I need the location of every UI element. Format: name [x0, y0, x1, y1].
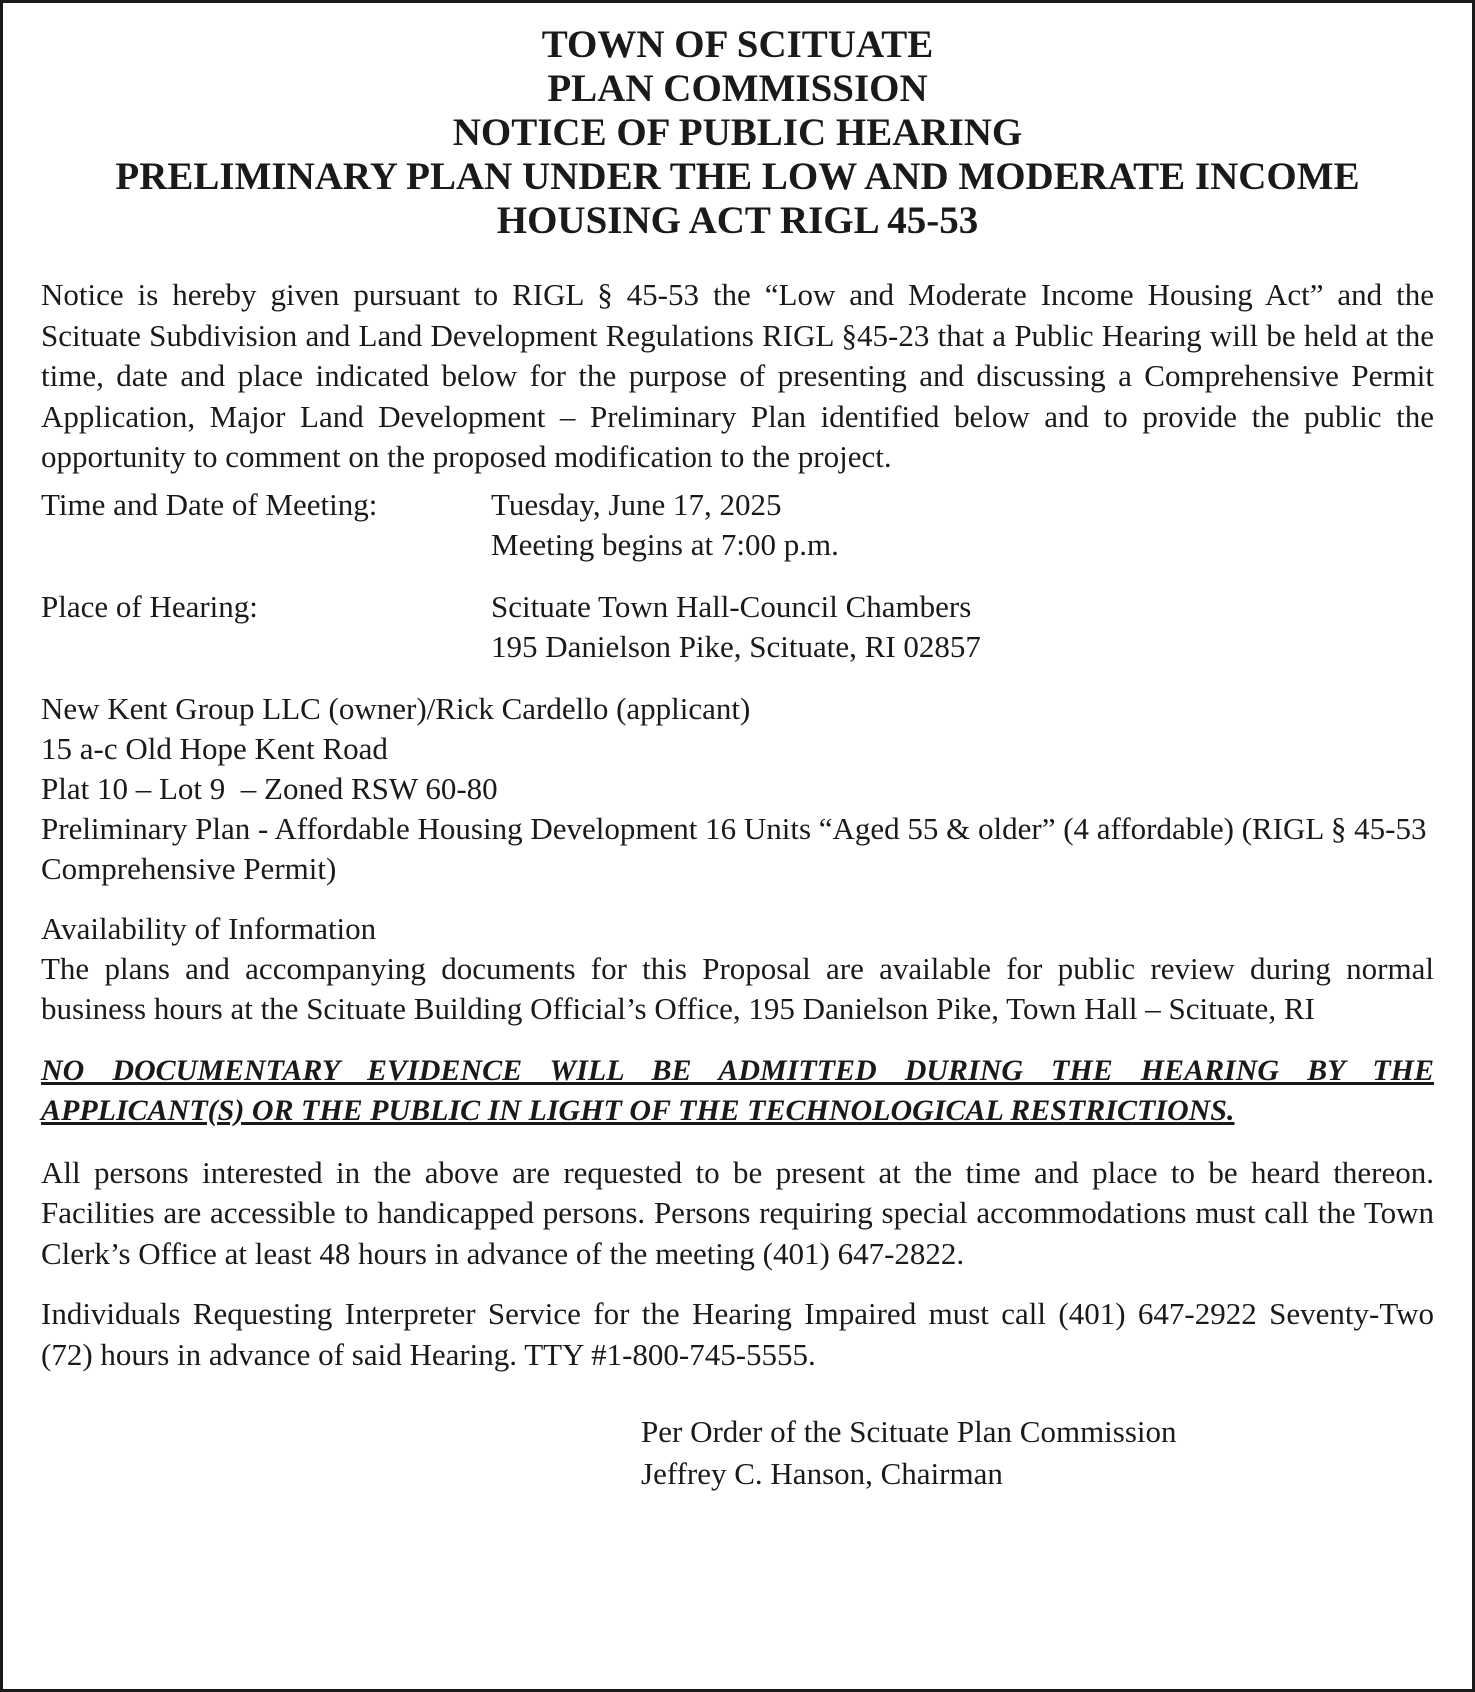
evidence-warning: NO DOCUMENTARY EVIDENCE WILL BE ADMITTED DURING THE HEARING BY THE APPLICANT(S) OR THE PUBLIC IN LIGHT OF THE TECHNOLOGICAL RESTRICTIONS. — [41, 1053, 1434, 1127]
meeting-time: Meeting begins at 7:00 p.m. — [491, 526, 839, 562]
project-owner: New Kent Group LLC (owner)/Rick Cardello (applicant) — [41, 690, 751, 726]
heading-notice: NOTICE OF PUBLIC HEARING — [452, 111, 1023, 154]
signature-block — [641, 1411, 1434, 1495]
meeting-label: Time and Date of Meeting: — [41, 486, 378, 522]
heading-commission: PLAN COMMISSION — [547, 67, 928, 110]
project-plat: Plat 10 – Lot 9 – Zoned RSW 60-80 — [41, 770, 498, 806]
project-info — [41, 689, 1434, 889]
notice-heading — [41, 23, 1434, 243]
heading-town: TOWN OF SCITUATE — [541, 23, 934, 66]
meeting-details — [491, 485, 839, 565]
meeting-date: Tuesday, June 17, 2025 — [491, 486, 782, 522]
persons-paragraph: All persons interested in the above are requested to be present at the time and place to be heard thereon. Facilities are accessible to handicapped persons. Persons requiring special accommodations must call the Town Clerk’s Office at least 48 hours in advance of the meeting (401) 647-2822. — [41, 1154, 1434, 1271]
signature-chairman: Jeffrey C. Hanson, Chairman — [641, 1456, 1003, 1491]
heading-act: HOUSING ACT RIGL 45-53 — [496, 199, 979, 242]
availability-text: The plans and accompanying documents for this Proposal are available for public review during normal business hours at the Scituate Building Official’s Office, 195 Danielson Pike, Town Hall – Scituate, RI — [41, 950, 1434, 1026]
place-label: Place of Hearing: — [41, 588, 258, 624]
project-description: Preliminary Plan - Affordable Housing Development 16 Units “Aged 55 & older” (4 affordable) (RIGL § 45-53 Comprehensive Permit) — [41, 810, 1427, 886]
signature-order: Per Order of the Scituate Plan Commission — [641, 1414, 1177, 1449]
meeting-info — [41, 485, 1434, 565]
place-venue: Scituate Town Hall-Council Chambers — [491, 588, 972, 624]
place-address: 195 Danielson Pike, Scituate, RI 02857 — [491, 628, 981, 664]
project-address: 15 a-c Old Hope Kent Road — [41, 730, 388, 766]
place-details — [491, 587, 981, 667]
intro-paragraph: Notice is hereby given pursuant to RIGL § 45-53 the “Low and Moderate Income Housing Act” and the Scituate Subdivision and Land Development Regulations RIGL §45-23 that a Public Hearing will be held at the time, date and place indicated below for the purpose of presenting and discussing a Comprehensive Permit Application, Major Land Development – Preliminary Plan identified below and to provide the public the opportunity to comment on the proposed modification to the project. — [41, 277, 1434, 474]
interpreter-paragraph: Individuals Requesting Interpreter Service for the Hearing Impaired must call (401) 647-2922 Seventy-Two (72) hours in advance of said Hearing. TTY #1-800-745-5555. — [41, 1296, 1434, 1372]
place-info — [41, 587, 1434, 667]
heading-plan: PRELIMINARY PLAN UNDER THE LOW AND MODERATE INCOME — [115, 155, 1360, 198]
availability-section — [41, 909, 1434, 1029]
availability-title: Availability of Information — [41, 910, 377, 946]
